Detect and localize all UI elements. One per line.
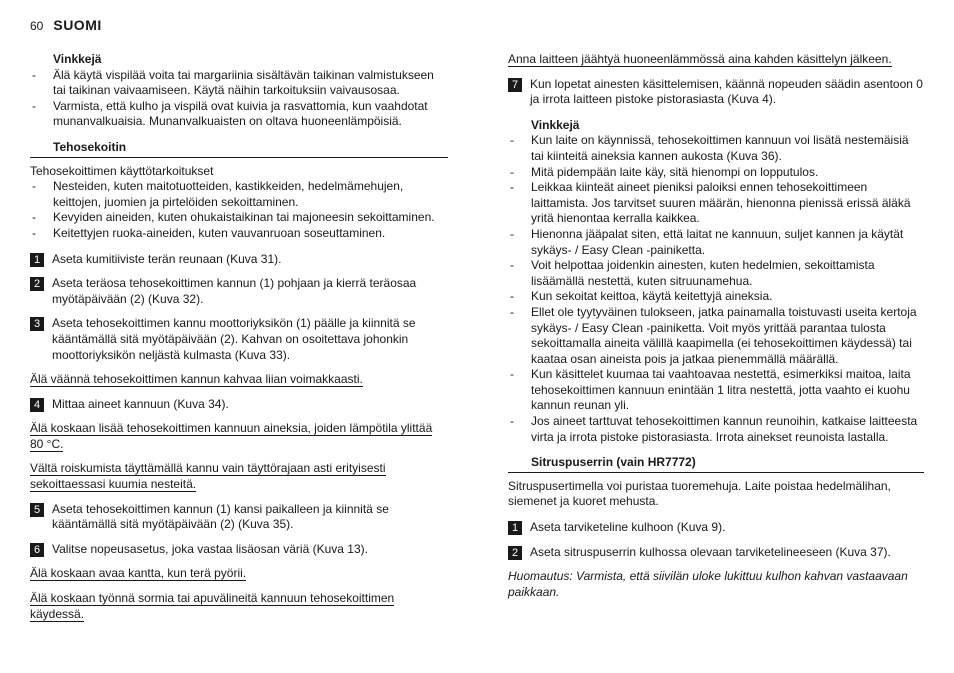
- page-number: 60: [30, 19, 44, 33]
- list-item: - Voit helpottaa joidenkin ainesten, kuten hedelmien, sekoittamista lisäämällä nestettä, kuten sitruunamehua.: [508, 258, 924, 289]
- list-item: - Ellet ole tyytyväinen tulokseen, jatka painamalla toistuvasti useita kertoja sykäys- / Easy Clean -painiketta. Voit myös yrittää parantaa tulosta sekoittamalla aineita välillä kaapimella (ei tehosekoittimen käydessä) tai kaataa osan aineista pois ja jatkaa pienemmällä määrällä.: [508, 305, 924, 367]
- step-number: 4: [30, 398, 44, 412]
- step-1: [30, 252, 448, 268]
- tips-heading: Vinkkejä: [531, 117, 580, 132]
- warning-3: [30, 461, 448, 492]
- list-item: - Kun käsittelet kuumaa tai vaahtoavaa nestettä, esimerkiksi maitoa, laita tehosekoittimen kannuun enintään 1 litra nestettä, jotta vaahto ei kuohu kannun reunan yli.: [508, 367, 924, 414]
- list-item: - Leikkaa kiinteät aineet pieniksi paloiksi ennen tehosekoittimeen laittamista. Jos tarvitset suuren määrän, hienonna pienissä erissä äläkä yritä hienontaa kerralla kaikkea.: [508, 180, 924, 227]
- warning-text: Älä koskaan työnnä sormia tai apuvälineitä kannuun tehosekoittimen käydessä.: [30, 591, 395, 621]
- warning-5: [30, 591, 448, 622]
- step-text: Mittaa aineet kannuun (Kuva 34).: [52, 396, 229, 411]
- step-text: Kun lopetat ainesten käsittelemisen, käännä nopeuden säädin asentoon 0 ja irrota laitteen pistoke pistorasiasta (Kuva 4).: [530, 76, 923, 107]
- step-number: 5: [30, 503, 44, 517]
- step-7: [508, 77, 924, 108]
- step-6: [30, 542, 448, 558]
- warning-text: Älä väännä tehosekoittimen kannun kahvaa liian voimakkaasti.: [30, 372, 363, 387]
- step-text: Aseta tehosekoittimen kannu moottoriyksikön (1) päälle ja kiinnitä se kääntämällä sitä myötäpäivään (2). Kahvan on osoitettava johonkin moottoriyksikön neljästä kulmasta (Kuva 33).: [52, 316, 416, 362]
- page-header: [30, 18, 102, 36]
- step-2: [30, 276, 448, 307]
- list-item: - Kun laite on käynnissä, tehosekoittimen kannuun voi lisätä nestemäisiä tai kiinteitä aineksia kannen aukosta (Kuva 36).: [508, 133, 924, 164]
- juicer-step-1: [508, 520, 924, 536]
- juicer-step-2: [508, 545, 924, 561]
- tips-heading: Vinkkejä: [53, 52, 102, 66]
- step-number: 1: [30, 253, 44, 267]
- blender-intro: Tehosekoittimen käyttötarkoitukset: [30, 163, 214, 178]
- list-item: - Jos aineet tarttuvat tehosekoittimen kannun reunoihin, katkaise laitteesta virta ja irrota pistoke pistorasiasta. Irrota ainekset reunoista lastalla.: [508, 414, 924, 445]
- step-3: [30, 316, 448, 363]
- step-number: 2: [30, 277, 44, 291]
- juicer-note: Huomautus: Varmista, että siivilän uloke lukittuu kulhon kahvan vastaavaan paikkaan.: [508, 569, 908, 599]
- right-column: [508, 52, 924, 612]
- tips-list: [508, 133, 924, 445]
- left-column: [30, 52, 448, 622]
- list-item: - Hienonna jääpalat siten, että laitat ne kannuun, suljet kannen ja käytät sykäys- / Easy Clean -painiketta.: [508, 227, 924, 258]
- warning-2: [30, 421, 448, 452]
- blender-heading: Tehosekoitin: [30, 140, 448, 158]
- warning-text: Älä koskaan avaa kantta, kun terä pyörii.: [30, 566, 247, 581]
- section-title: SUOMI: [53, 17, 102, 33]
- step-number: 3: [30, 317, 44, 331]
- step-number: 6: [30, 543, 44, 557]
- step-text: Valitse nopeusasetus, joka vastaa lisäosan väriä (Kuva 13).: [52, 541, 368, 556]
- step-text: Aseta teräosa tehosekoittimen kannun (1) pohjaan ja kierrä teräosaa myötäpäivään (2) (Kuva 32).: [52, 276, 417, 306]
- warning-4: [30, 566, 448, 582]
- warning-text: Vältä roiskumista täyttämällä kannu vain täyttörajaan asti erityisesti sekoittaessasi kuumia nesteitä.: [30, 461, 386, 492]
- step-number: 2: [508, 546, 522, 560]
- warning-text: Anna laitteen jäähtyä huoneenlämmössä aina kahden käsittelyn jälkeen.: [508, 52, 892, 66]
- list-item: - Mitä pidempään laite käy, sitä hienompi on lopputulos.: [508, 165, 924, 181]
- step-number: 7: [508, 78, 522, 92]
- step-text: Aseta tarviketeline kulhoon (Kuva 9).: [530, 520, 726, 535]
- list-item: - Nesteiden, kuten maitotuotteiden, kastikkeiden, hedelmämehujen, keittojen, juomien ja pirtelöiden sekoittaminen.: [30, 179, 448, 210]
- step-text: Aseta sitruspuserrin kulhossa olevaan tarviketelineeseen (Kuva 37).: [530, 544, 891, 559]
- list-item: - Kun sekoitat keittoa, käytä keitettyjä aineksia.: [508, 289, 924, 305]
- juicer-heading: Sitruspuserrin (vain HR7772): [508, 455, 924, 473]
- list-item: - Keitettyjen ruoka-aineiden, kuten vauvanruoan soseuttaminen.: [30, 226, 448, 242]
- step-text: Aseta kumitiiviste terän reunaan (Kuva 31).: [52, 251, 282, 266]
- juicer-intro: Sitruspusertimella voi puristaa tuoremehuja. Laite poistaa hedelmälihan, siemenet ja kuoret mehusta.: [508, 478, 891, 509]
- tips-list: [30, 68, 448, 130]
- step-4: [30, 397, 448, 413]
- warning-1: [30, 372, 448, 388]
- list-item: - Kevyiden aineiden, kuten ohukaistaikinan tai majoneesin sekoittaminen.: [30, 210, 448, 226]
- warning-top: [508, 52, 924, 68]
- blender-uses-list: [30, 179, 448, 241]
- list-item: - Älä käytä vispilää voita tai margariinia sisältävän taikinan valmistukseen tai taikinan vaivaamiseen. Käytä näihin tarkoituksiin vaivausosaa.: [30, 68, 448, 99]
- step-number: 1: [508, 521, 522, 535]
- step-text: Aseta tehosekoittimen kannun (1) kansi paikalleen ja kiinnitä se kääntämällä sitä myötäpäivään (2) (Kuva 35).: [52, 501, 389, 532]
- list-item: - Varmista, että kulho ja vispilä ovat kuivia ja rasvattomia, kun vaahdotat munanvalkuaisia. Munanvalkuaisten on oltava huoneenlämpöisiä.: [30, 99, 448, 130]
- warning-text: Älä koskaan lisää tehosekoittimen kannuun aineksia, joiden lämpötila ylittää 80 °C.: [30, 421, 433, 451]
- step-5: [30, 502, 448, 533]
